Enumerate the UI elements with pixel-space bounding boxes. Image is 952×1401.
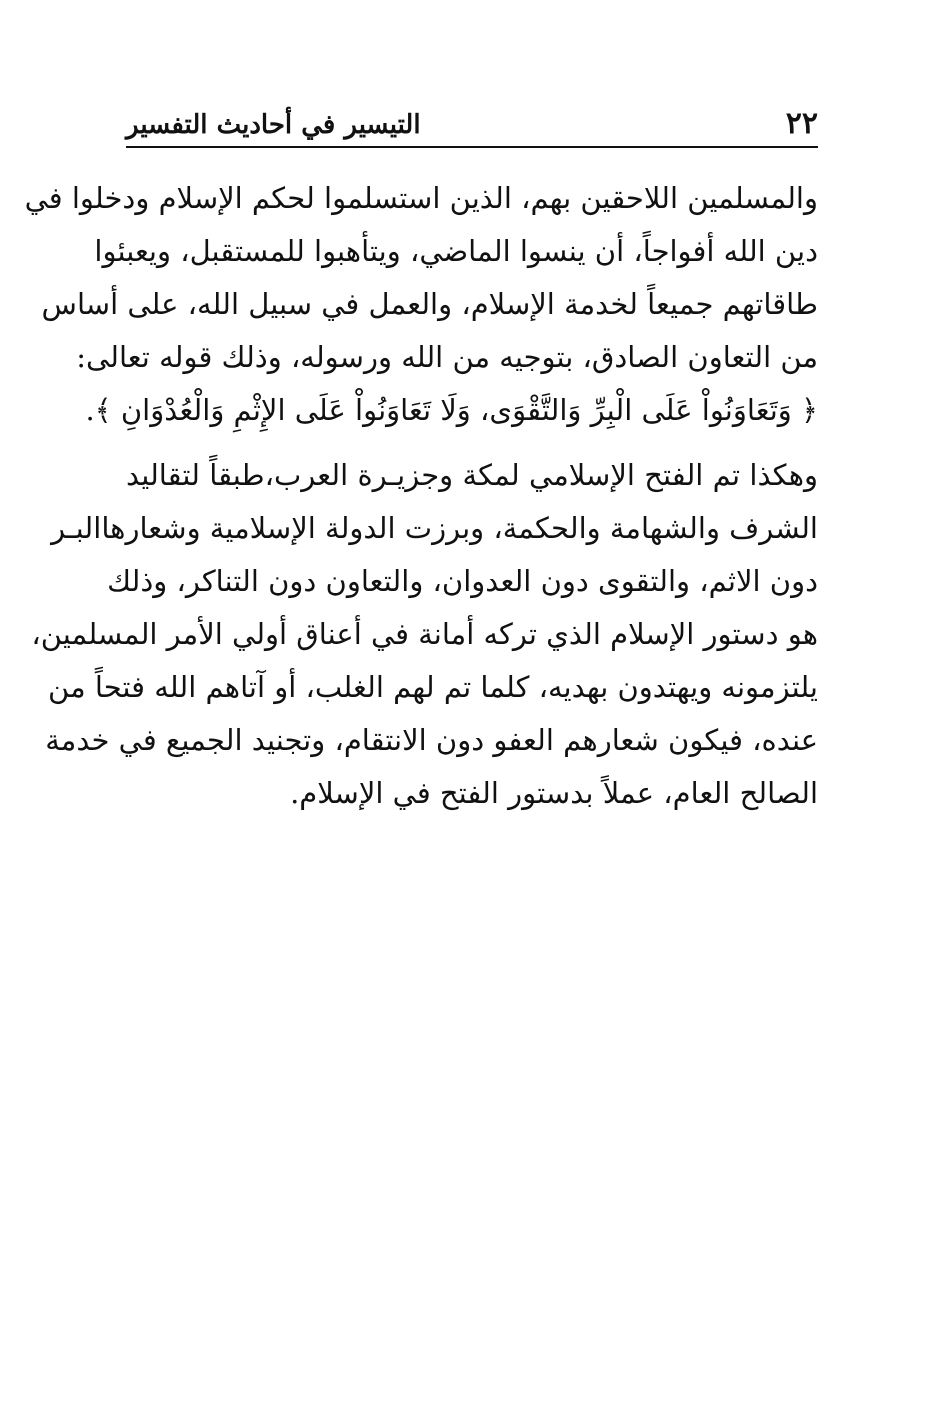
text-line: والمسلمين اللاحقين بهم، الذين استسلموا لحكم الإسلام ودخلوا في: [24, 181, 818, 215]
quran-verse-line: ﴿ وَتَعَاوَنُواْ عَلَى الْبِرِّ وَالتَّقْوَى، وَلَا تَعَاوَنُواْ عَلَى الإِثْمِ وَالْعُدْوَانِ ﴾.: [85, 393, 818, 427]
text-line: دين الله أفواجاً، أن ينسوا الماضي، ويتأهبوا للمستقبل، ويعبئوا: [94, 234, 818, 268]
running-title: التيسير في أحاديث التفسير: [126, 110, 421, 140]
text-line: عنده، فيكون شعارهم العفو دون الانتقام، وتجنيد الجميع في خدمة: [45, 723, 818, 757]
body-text: [24, 172, 818, 820]
text-line: وهكذا تم الفتح الإسلامي لمكة وجزيـرة العرب،طبقاً لتقاليد: [126, 458, 818, 492]
text-line: الصالح العام، عملاً بدستور الفتح في الإسلام.: [290, 776, 818, 810]
text-line: طاقاتهم جميعاً لخدمة الإسلام، والعمل في سبيل الله، على أساس: [41, 287, 818, 321]
paragraph: [31, 449, 818, 820]
text-line: من التعاون الصادق، بتوجيه من الله ورسوله، وذلك قوله تعالى:: [76, 340, 818, 374]
text-line: دون الاثم، والتقوى دون العدوان، والتعاون دون التناكر، وذلك: [107, 564, 818, 598]
text-line: الشرف والشهامة والحكمة، وبرزت الدولة الإسلامية وشعارهاالبـر: [51, 511, 818, 545]
text-line: يلتزمونه ويهتدون بهديه، كلما تم لهم الغلب، أو آتاهم الله فتحاً من: [48, 670, 818, 704]
page-header: [126, 106, 818, 148]
paragraph: [24, 172, 818, 437]
page-number: ٢٢: [785, 106, 818, 141]
text-line: هو دستور الإسلام الذي تركه أمانة في أعناق أولي الأمر المسلمين،: [31, 617, 818, 651]
